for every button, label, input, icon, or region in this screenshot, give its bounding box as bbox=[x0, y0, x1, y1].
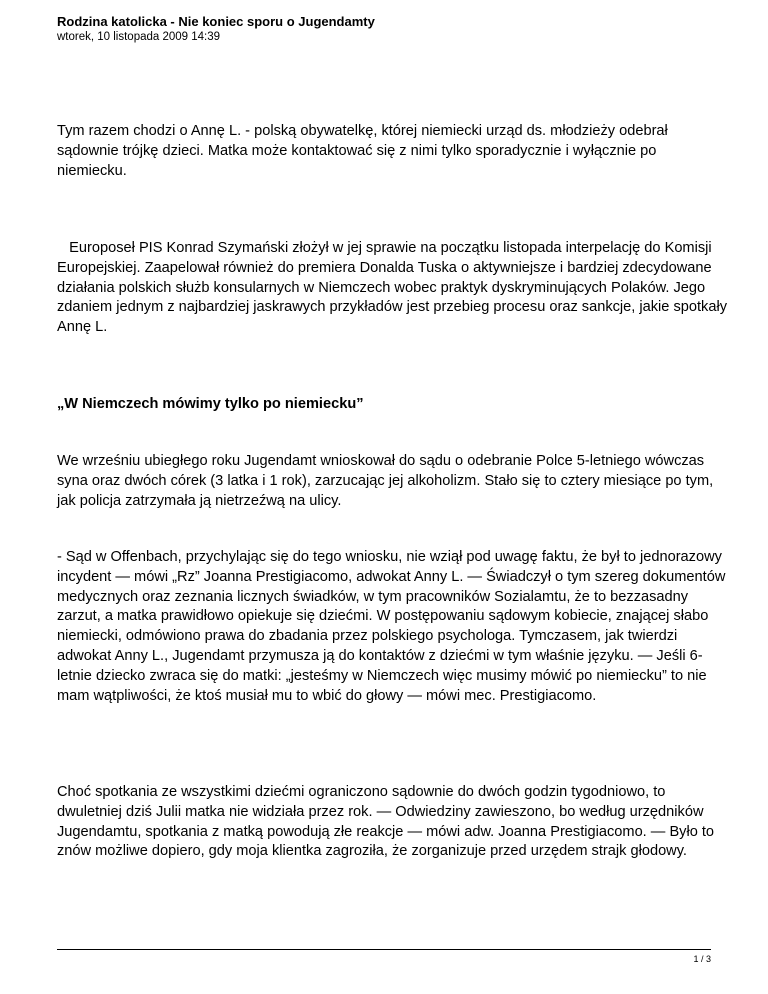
paragraph-intro: Tym razem chodzi o Annę L. - polską obywatelkę, której niemiecki urząd ds. młodzieży odebrał sądownie trójkę dzieci. Matka może kontaktować się z nimi tylko sporadycznie i wyłącznie po niemiecku. bbox=[57, 123, 668, 179]
paragraph-europosel: Europoseł PIS Konrad Szymański złożył w jej sprawie na początku listopada interpelację do Komisji Europejskiej. Zaapelował również do premiera Donalda Tuska o aktywniejsze i bardziej zdecydowane działania polskich służb konsularnych w Niemczech wobec praktyk dyskryminujących Polaków. Jego zdaniem jednym z najbardziej jaskrawych przykładów jest przebieg procesu oraz sankcje, jakie spotkały Annę L. bbox=[57, 240, 731, 336]
paragraph-wniosek: We wrześniu ubiegłego roku Jugendamt wnioskował do sądu o odebranie Polce 5-letniego wówczas syna oraz dwóch córek (3 latka i 1 rok), zarzucając jej alkoholizm. Stało się to cztery miesiące po tym, jak policja zatrzymała ją nietrzeźwą na ulicy. bbox=[57, 453, 714, 509]
paragraph-spotkania: Choć spotkania ze wszystkimi dziećmi ograniczono sądownie do dwóch godzin tygodniowo, to dwuletniej dziś Julii matka nie widziała przez rok. — Odwiedziny zawieszono, bo według urzędników Jugendamtu, spotkania z matką powodują złe reakcje — mówi adw. Joanna Prestigiacomo. — Było to znów możliwe dopiero, gdy moja klientka zagroziła, że zorganizuje przed urzędem strajk głodowy. bbox=[57, 784, 715, 860]
document-header bbox=[57, 14, 717, 44]
page-number: 1 / 3 bbox=[693, 954, 711, 964]
article-date: wtorek, 10 listopada 2009 14:39 bbox=[57, 31, 221, 43]
paragraph-sad: - Sąd w Offenbach, przychylając się do tego wniosku, nie wziął pod uwagę faktu, że był to jednorazowy incydent — mówi „Rz” Joanna Prestigiacomo, adwokat Anny L. — Świadczył o tym szereg dokumentów medycznych oraz zeznania licznych świadków, w tym pracowników Sozialamtu, że to bezzasadny zarzut, a matka prawidłowo opiekuje się dziećmi. W postępowaniu sądowym kobiecie, znającej słabo niemiecki, odmówiono prawa do zbadania przez polskiego psychologa. Tymczasem, jak twierdzi adwokat Anny L., Jugendamt przymusza ją do kontaktów z dziećmi w tym właśnie języku. — Jeśli 6-letnie dziecko zwraca się do matki: „jesteśmy w Niemczech więc musimy mówić po niemiecku” to nie mam wątpliwości, że ktoś musiał mu to wbić do głowy — mówi mec. Prestigiacomo. bbox=[57, 549, 726, 704]
footer-divider bbox=[57, 949, 711, 950]
section-heading: „W Niemczech mówimy tylko po niemiecku” bbox=[57, 396, 364, 412]
article-title: Rodzina katolicka - Nie koniec sporu o Jugendamty bbox=[57, 14, 375, 29]
